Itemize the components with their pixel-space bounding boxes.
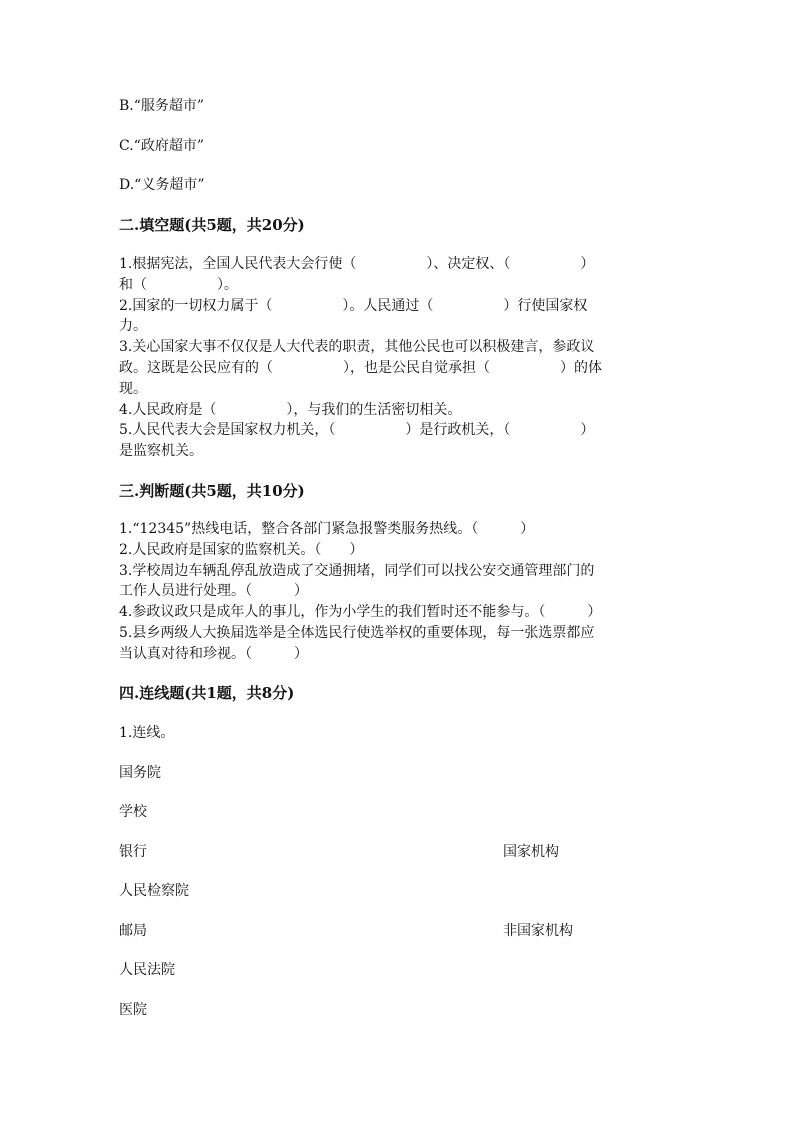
fill-line: 政。这既是公民应有的（ ），也是公民自觉承担（ ）的体 bbox=[119, 359, 602, 376]
match-right-item: 国家机构 bbox=[503, 844, 559, 860]
match-left-item: 国务院 bbox=[119, 765, 161, 781]
fill-line: 和（ ）。 bbox=[119, 276, 238, 293]
judge-line: 当认真对待和珍视。（ ） bbox=[119, 645, 308, 662]
match-left-item: 银行 bbox=[119, 844, 147, 860]
fill-line: 4.人民政府是（ ），与我们的生活密切相关。 bbox=[119, 401, 462, 418]
judge-line: 5.县乡两级人大换届选举是全体选民行使选举权的重要体现，每一张选票都应 bbox=[119, 624, 595, 641]
section-judge-title: 三.判断题(共5题，共10分) bbox=[119, 482, 305, 500]
option-d: D.“义务超市” bbox=[119, 177, 205, 193]
match-left-item: 邮局 bbox=[119, 923, 147, 939]
judge-line: 2.人民政府是国家的监察机关。（ ） bbox=[119, 541, 364, 558]
fill-line: 现。 bbox=[119, 380, 147, 397]
fill-line: 5.人民代表大会是国家权力机关，（ ）是行政机关，（ ） bbox=[119, 422, 595, 439]
option-c: C.“政府超市” bbox=[119, 138, 204, 154]
judge-line: 工作人员进行处理。（ ） bbox=[119, 583, 308, 600]
match-left-item: 医院 bbox=[119, 1002, 147, 1018]
judge-line: 3.学校周边车辆乱停乱放造成了交通拥堵，同学们可以找公安交通管理部门的 bbox=[119, 562, 595, 579]
fill-line: 3.关心国家大事不仅仅是人大代表的职责，其他公民也可以积极建言，参政议 bbox=[119, 339, 595, 356]
match-left-item: 人民检察院 bbox=[119, 883, 189, 899]
option-b: B.“服务超市” bbox=[119, 98, 205, 114]
fill-questions bbox=[119, 254, 667, 462]
match-left-item: 学校 bbox=[119, 804, 147, 820]
match-right-item: 非国家机构 bbox=[503, 923, 573, 939]
fill-line: 1.根据宪法，全国人民代表大会行使（ ）、决定权、（ ） bbox=[119, 256, 595, 272]
judge-line: 4.参政议政只是成年人的事儿，作为小学生的我们暂时还不能参与。（ ） bbox=[119, 604, 602, 621]
judge-questions bbox=[119, 519, 667, 665]
section-fill-title: 二.填空题(共5题，共20分) bbox=[119, 216, 305, 234]
fill-line: 2.国家的一切权力属于（ ）。人民通过（ ）行使国家权 bbox=[119, 297, 588, 314]
fill-line: 力。 bbox=[119, 318, 147, 335]
judge-line: 1.“12345”热线电话，整合各部门紧急报警类服务热线。（ ） bbox=[119, 521, 535, 537]
match-left-item: 人民法院 bbox=[119, 962, 175, 978]
match-question: 1.连线。 bbox=[119, 725, 175, 741]
section-match-title: 四.连线题(共1题，共8分) bbox=[119, 684, 295, 702]
fill-line: 是监察机关。 bbox=[119, 443, 203, 460]
